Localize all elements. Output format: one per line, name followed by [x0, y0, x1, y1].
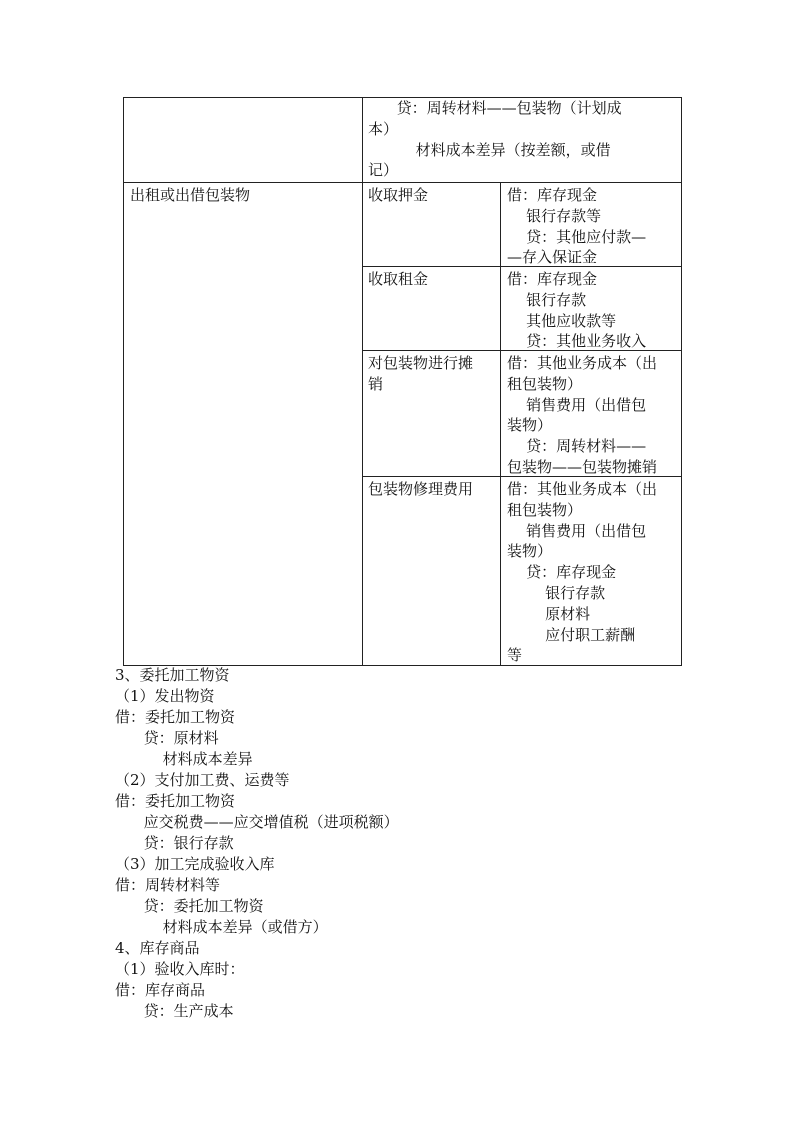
item-label: 包装物修理费用 [368, 480, 474, 498]
table-divider [124, 182, 681, 183]
entry-line: 应交税费——应交增值税（进项税额） [115, 813, 399, 831]
continuation-entry-cell [368, 98, 678, 181]
entry-line: 借：周转材料等 [115, 876, 221, 894]
entry-line: 银行存款 [507, 290, 587, 309]
entry-line: 包装物——包装物摊销 [507, 457, 658, 476]
entry-line: 装物） [507, 416, 553, 435]
category-label: 出租或出借包装物 [130, 186, 251, 204]
table-divider [362, 98, 363, 665]
entry-line: 租包装物） [507, 374, 583, 393]
entry-line: —存入保证金 [507, 248, 598, 267]
entry-line: 记） [368, 161, 399, 180]
entry-cell [507, 269, 646, 352]
entry-line: 贷：周转材料—— [507, 437, 647, 456]
accounting-table [123, 97, 682, 666]
entry-line: 材料成本差异（按差额，或借 [368, 140, 611, 159]
section-heading: 4、库存商品 [115, 939, 200, 957]
entry-line: 租包装物） [507, 500, 583, 519]
entry-cell [507, 353, 657, 478]
entry-line: 贷：原材料 [115, 729, 219, 747]
subsection-heading: （1）验收入库时： [115, 960, 245, 978]
entry-line: 本） [368, 119, 399, 138]
entry-line: 贷：周转材料——包装物（计划成 [368, 99, 622, 117]
entry-line: 贷：库存现金 [507, 563, 617, 582]
body-text [115, 665, 399, 1022]
entry-line: 借：委托加工物资 [115, 708, 236, 726]
entry-line: 贷：银行存款 [115, 834, 234, 852]
entry-line: 贷：生产成本 [115, 1002, 234, 1020]
entry-line: 借：库存商品 [115, 981, 206, 999]
item-cell [368, 479, 473, 500]
entry-line: 银行存款 [507, 583, 606, 602]
table-divider [500, 182, 501, 665]
entry-cell [507, 185, 646, 268]
entry-cell [507, 479, 657, 666]
item-label: 对包装物进行摊 [368, 354, 474, 372]
item-label: 收取押金 [368, 186, 429, 204]
section-heading: 3、委托加工物资 [115, 666, 230, 684]
entry-line: 借：库存现金 [507, 270, 598, 288]
entry-line: 借：其他业务成本（出 [507, 480, 658, 498]
item-cell [368, 269, 428, 290]
entry-line: 其他应收款等 [507, 311, 617, 330]
entry-line: 借：其他业务成本（出 [507, 354, 658, 372]
entry-line: 银行存款等 [507, 206, 602, 225]
entry-line: 材料成本差异（或借方） [115, 918, 328, 936]
entry-line: 销售费用（出借包 [507, 395, 647, 414]
entry-line: 等 [507, 646, 523, 665]
item-cell [368, 185, 428, 206]
entry-line: 贷：其他应付款— [507, 227, 647, 246]
subsection-heading: （2）支付加工费、运费等 [115, 771, 290, 789]
subsection-heading: （3）加工完成验收入库 [115, 855, 275, 873]
entry-line: 销售费用（出借包 [507, 521, 647, 540]
entry-line: 贷：其他业务收入 [507, 332, 647, 351]
category-cell [130, 185, 250, 206]
entry-line: 材料成本差异 [115, 750, 253, 768]
entry-line: 借：库存现金 [507, 186, 598, 204]
item-label: 收取租金 [368, 270, 429, 288]
entry-line: 装物） [507, 542, 553, 561]
item-label: 销 [368, 374, 384, 393]
item-cell [368, 353, 473, 395]
entry-line: 借：委托加工物资 [115, 792, 236, 810]
entry-line: 贷：委托加工物资 [115, 897, 264, 915]
entry-line: 原材料 [507, 604, 591, 623]
subsection-heading: （1）发出物资 [115, 687, 215, 705]
entry-line: 应付职工薪酬 [507, 625, 636, 644]
